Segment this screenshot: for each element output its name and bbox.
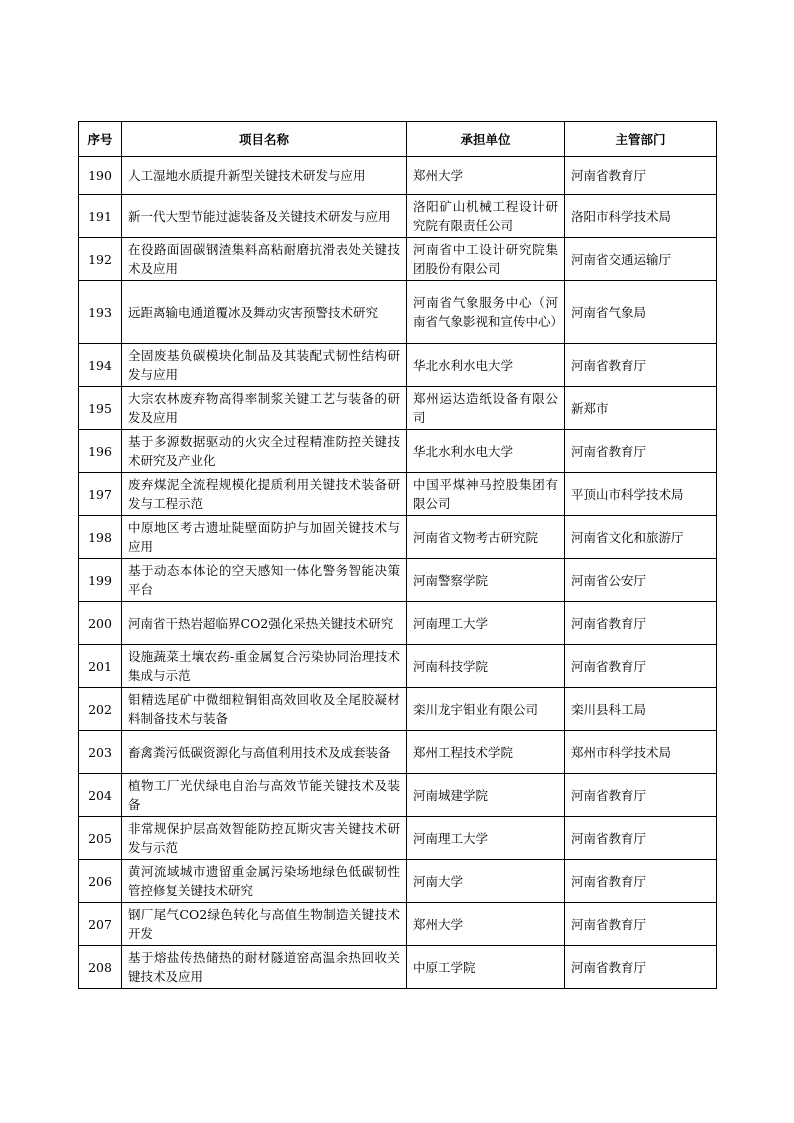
cell-unit: 洛阳矿山机械工程设计研究院有限责任公司: [407, 195, 565, 238]
cell-name: 植物工厂光伏绿电自治与高效节能关键技术及装备: [122, 774, 407, 817]
cell-unit: 河南理工大学: [407, 817, 565, 860]
cell-no: 197: [79, 473, 122, 516]
cell-unit: 河南省文物考古研究院: [407, 516, 565, 559]
table-row: [79, 645, 717, 688]
cell-unit: 河南科技学院: [407, 645, 565, 688]
cell-dept: 平顶山市科学技术局: [565, 473, 717, 516]
cell-name: 基于动态本体论的空天感知一体化警务智能决策平台: [122, 559, 407, 602]
cell-name: 钢厂尾气CO2绿色转化与高值生物制造关键技术开发: [122, 903, 407, 946]
table-row: [79, 281, 717, 344]
table-row: [79, 473, 717, 516]
cell-name: 钼精选尾矿中微细粒铜钼高效回收及全尾胶凝材料制备技术与装备: [122, 688, 407, 731]
cell-unit: 河南城建学院: [407, 774, 565, 817]
cell-name: 废弃煤泥全流程规模化提质利用关键技术装备研发与工程示范: [122, 473, 407, 516]
header-dept: 主管部门: [565, 122, 717, 157]
cell-name: 新一代大型节能过滤装备及关键技术研发与应用: [122, 195, 407, 238]
cell-dept: 河南省教育厅: [565, 157, 717, 195]
cell-dept: 河南省教育厅: [565, 817, 717, 860]
header-name: 项目名称: [122, 122, 407, 157]
cell-unit: 河南理工大学: [407, 602, 565, 645]
cell-unit: 河南省气象服务中心（河南省气象影视和宣传中心）: [407, 281, 565, 344]
table-row: [79, 688, 717, 731]
table-row: [79, 157, 717, 195]
cell-name: 大宗农林废弃物高得率制浆关键工艺与装备的研发及应用: [122, 387, 407, 430]
table-row: [79, 903, 717, 946]
cell-name: 基于多源数据驱动的火灾全过程精准防控关键技术研究及产业化: [122, 430, 407, 473]
project-table: [78, 121, 717, 989]
table-row: [79, 430, 717, 473]
cell-name: 在役路面固碳钢渣集料高粘耐磨抗滑表处关键技术及应用: [122, 238, 407, 281]
cell-no: 199: [79, 559, 122, 602]
table-row: [79, 946, 717, 989]
cell-no: 205: [79, 817, 122, 860]
table-row: [79, 817, 717, 860]
table-row: [79, 774, 717, 817]
cell-no: 194: [79, 344, 122, 387]
cell-unit: 郑州大学: [407, 157, 565, 195]
cell-no: 208: [79, 946, 122, 989]
cell-unit: 中原工学院: [407, 946, 565, 989]
header-unit: 承担单位: [407, 122, 565, 157]
cell-dept: 河南省公安厅: [565, 559, 717, 602]
cell-name: 全固废基负碳模块化制品及其装配式韧性结构研发与应用: [122, 344, 407, 387]
cell-unit: 河南大学: [407, 860, 565, 903]
cell-name: 非常规保护层高效智能防控瓦斯灾害关键技术研发与示范: [122, 817, 407, 860]
cell-dept: 河南省教育厅: [565, 860, 717, 903]
cell-no: 196: [79, 430, 122, 473]
cell-unit: 栾川龙宇钼业有限公司: [407, 688, 565, 731]
table-row: [79, 731, 717, 774]
table-row: [79, 559, 717, 602]
table-row: [79, 238, 717, 281]
cell-no: 206: [79, 860, 122, 903]
cell-dept: 河南省教育厅: [565, 946, 717, 989]
cell-dept: 河南省文化和旅游厅: [565, 516, 717, 559]
cell-dept: 河南省教育厅: [565, 903, 717, 946]
cell-dept: 河南省教育厅: [565, 344, 717, 387]
cell-no: 203: [79, 731, 122, 774]
cell-dept: 河南省教育厅: [565, 645, 717, 688]
cell-unit: 郑州工程技术学院: [407, 731, 565, 774]
cell-dept: 新郑市: [565, 387, 717, 430]
cell-no: 193: [79, 281, 122, 344]
cell-unit: 华北水利水电大学: [407, 344, 565, 387]
table-row: [79, 602, 717, 645]
cell-dept: 洛阳市科学技术局: [565, 195, 717, 238]
cell-name: 河南省干热岩超临界CO2强化采热关键技术研究: [122, 602, 407, 645]
cell-name: 黄河流域城市遗留重金属污染场地绿色低碳韧性管控修复关键技术研究: [122, 860, 407, 903]
cell-unit: 郑州运达造纸设备有限公司: [407, 387, 565, 430]
table-row: [79, 860, 717, 903]
cell-no: 192: [79, 238, 122, 281]
cell-unit: 河南警察学院: [407, 559, 565, 602]
cell-unit: 华北水利水电大学: [407, 430, 565, 473]
cell-dept: 栾川县科工局: [565, 688, 717, 731]
cell-no: 198: [79, 516, 122, 559]
cell-no: 190: [79, 157, 122, 195]
cell-no: 204: [79, 774, 122, 817]
table-row: [79, 387, 717, 430]
cell-unit: 中国平煤神马控股集团有限公司: [407, 473, 565, 516]
cell-dept: 河南省教育厅: [565, 774, 717, 817]
cell-name: 人工湿地水质提升新型关键技术研发与应用: [122, 157, 407, 195]
cell-name: 基于熔盐传热储热的耐材隧道窑高温余热回收关键技术及应用: [122, 946, 407, 989]
cell-unit: 郑州大学: [407, 903, 565, 946]
cell-dept: 河南省教育厅: [565, 430, 717, 473]
cell-dept: 河南省教育厅: [565, 602, 717, 645]
cell-name: 远距离输电通道覆冰及舞动灾害预警技术研究: [122, 281, 407, 344]
cell-no: 202: [79, 688, 122, 731]
cell-no: 195: [79, 387, 122, 430]
cell-dept: 郑州市科学技术局: [565, 731, 717, 774]
table-row: [79, 344, 717, 387]
cell-name: 中原地区考古遗址陡壁面防护与加固关键技术与应用: [122, 516, 407, 559]
cell-name: 畜禽粪污低碳资源化与高值利用技术及成套装备: [122, 731, 407, 774]
cell-no: 200: [79, 602, 122, 645]
cell-dept: 河南省交通运输厅: [565, 238, 717, 281]
cell-unit: 河南省中工设计研究院集团股份有限公司: [407, 238, 565, 281]
table-row: [79, 195, 717, 238]
cell-name: 设施蔬菜土壤农药-重金属复合污染协同治理技术集成与示范: [122, 645, 407, 688]
cell-no: 191: [79, 195, 122, 238]
table-header-row: [79, 122, 717, 157]
cell-dept: 河南省气象局: [565, 281, 717, 344]
table-row: [79, 516, 717, 559]
header-no: 序号: [79, 122, 122, 157]
cell-no: 201: [79, 645, 122, 688]
cell-no: 207: [79, 903, 122, 946]
